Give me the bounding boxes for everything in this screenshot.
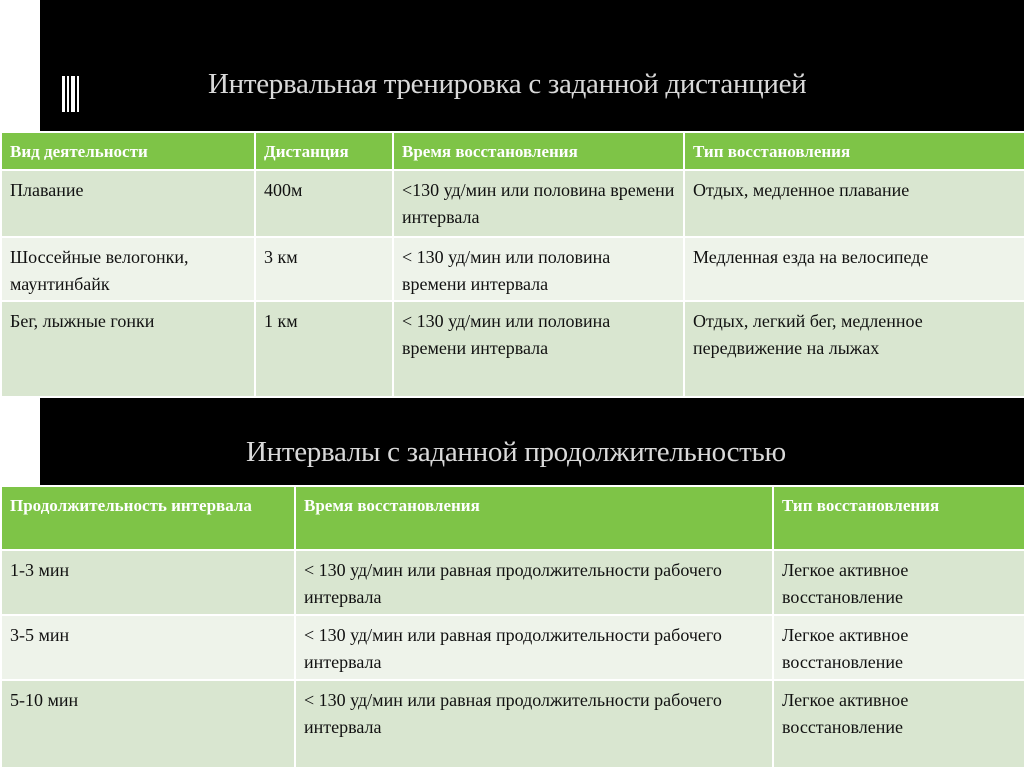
table-header-row [1,486,1024,550]
distance-interval-table [0,131,1024,398]
slide-ornament-icon [62,76,80,112]
header-cell: Дистанция [255,132,393,170]
table-cell: Отдых, медленное плавание [684,170,1024,237]
table-cell: Легкое активное восстановление [773,615,1024,680]
header-cell: Тип восстановления [684,132,1024,170]
table-cell: Медленная езда на велосипеде [684,237,1024,301]
table-cell: < 130 уд/мин или половина времени интервала [393,301,684,397]
table-cell: 3-5 мин [1,615,295,680]
table-header-row [1,132,1024,170]
table-cell: Легкое активное восстановление [773,550,1024,615]
table-row [1,301,1024,397]
duration-interval-table [0,485,1024,767]
header-cell: Вид деятельности [1,132,255,170]
table-cell: 5-10 мин [1,680,295,767]
table-cell: < 130 уд/мин или половина времени интервала [393,237,684,301]
title-band-2 [40,398,1024,485]
table-cell: Плавание [1,170,255,237]
table-row [1,615,1024,680]
header-cell: Время восстановления [393,132,684,170]
table-cell: 1 км [255,301,393,397]
table-cell: Бег, лыжные гонки [1,301,255,397]
table-cell: 3 км [255,237,393,301]
table-cell: Легкое активное восстановление [773,680,1024,767]
table-row [1,680,1024,767]
header-cell: Время восстановления [295,486,773,550]
header-cell: Тип восстановления [773,486,1024,550]
table-cell: 1-3 мин [1,550,295,615]
table-cell: < 130 уд/мин или равная продолжительности рабочего интервала [295,615,773,680]
table-cell: < 130 уд/мин или равная продолжительности рабочего интервала [295,550,773,615]
section2-title: Интервалы с заданной продолжительностью [246,436,786,468]
table-cell: <130 уд/мин или половина времени интервала [393,170,684,237]
table-cell: Шоссейные велогонки, маунтинбайк [1,237,255,301]
header-cell: Продолжительность интервала [1,486,295,550]
section1-title: Интервальная тренировка с заданной дистанцией [208,68,807,100]
table-cell: Отдых, легкий бег, медленное передвижение на лыжах [684,301,1024,397]
table-cell: 400м [255,170,393,237]
table-row [1,170,1024,237]
table-row [1,550,1024,615]
title-band-1 [40,0,1024,131]
table-row [1,237,1024,301]
table-cell: < 130 уд/мин или равная продолжительности рабочего интервала [295,680,773,767]
